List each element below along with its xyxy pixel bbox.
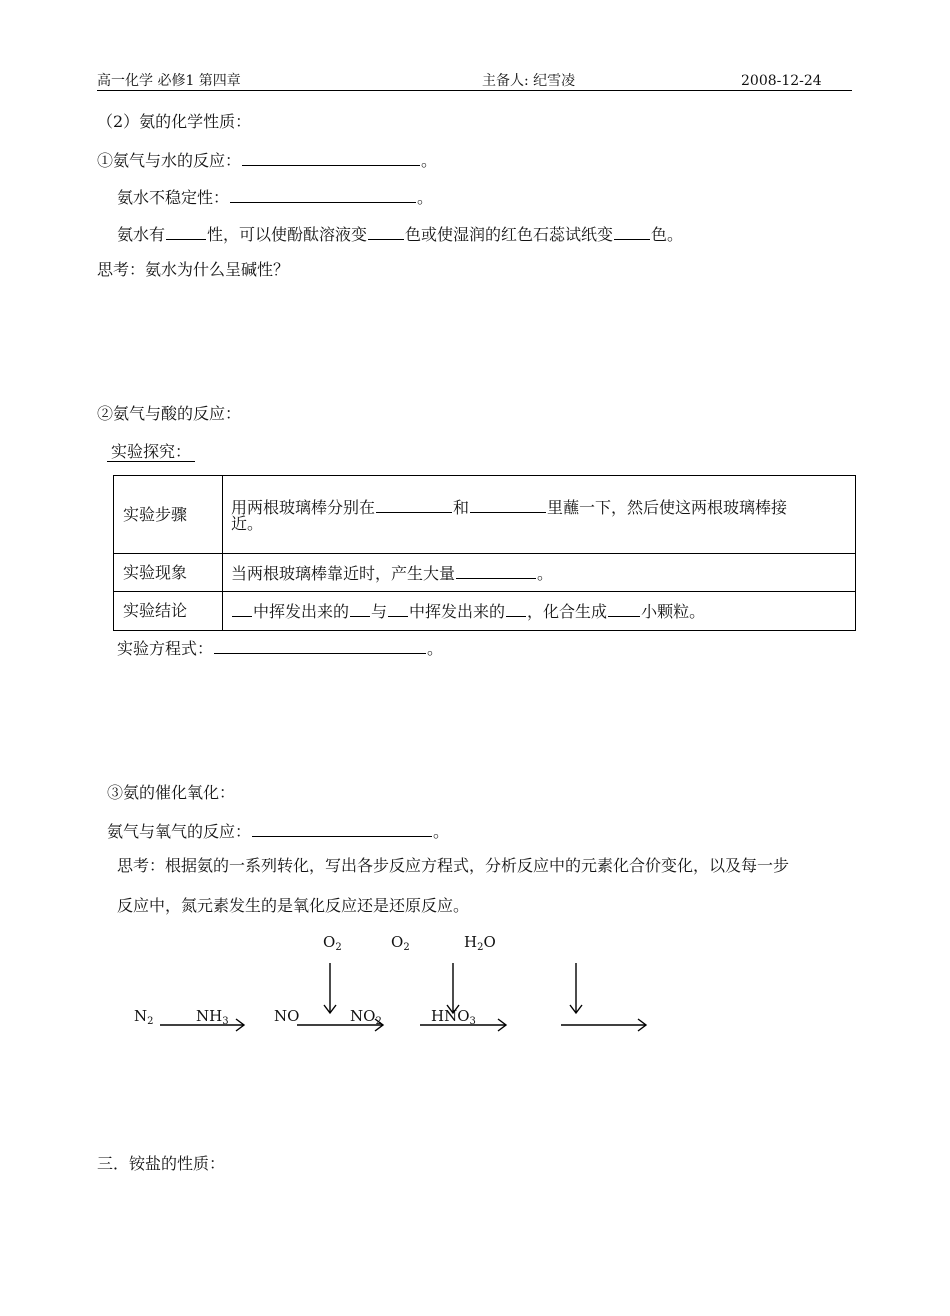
text-segment: 用两根玻璃棒分别在	[231, 497, 376, 517]
answer-blank[interactable]	[350, 602, 370, 617]
text-segment: 中挥发出来的	[253, 602, 350, 621]
table-cell-phenomenon	[223, 554, 856, 592]
flow-reagent-h2o: $H_2O$	[464, 933, 496, 953]
answer-blank[interactable]	[506, 602, 526, 617]
text-segment: 与	[371, 602, 388, 621]
question-ammonia-stability	[117, 188, 433, 206]
flow-reagent-o2-2: $O_2$	[391, 933, 410, 953]
table-row	[114, 592, 856, 631]
question-ammonia-water-reaction	[97, 151, 437, 169]
item-title-catalytic-oxidation: ③氨的催化氧化：	[107, 783, 236, 802]
header-rule	[97, 90, 852, 91]
experiment-explore-label: 实验探究：	[107, 444, 195, 462]
arrow-head	[498, 1019, 506, 1031]
answer-blank[interactable]	[232, 602, 252, 617]
flow-species-no: NO	[274, 1007, 300, 1025]
question-ammonia-basicity	[117, 225, 683, 243]
question-label: 实验方程式：	[117, 639, 214, 658]
experiment-equation	[117, 639, 443, 657]
arrow-head	[570, 1005, 582, 1013]
arrow-head	[236, 1019, 244, 1031]
answer-blank[interactable]	[242, 151, 420, 166]
flow-reagent-o2-1: $O_2$	[323, 933, 342, 953]
experiment-table	[113, 475, 856, 631]
answer-blank[interactable]	[614, 225, 650, 240]
text-segment: 当两根玻璃棒靠近时，产生大量	[231, 563, 456, 583]
answer-blank[interactable]	[456, 564, 536, 579]
question-label: ①氨气与水的反应：	[97, 151, 242, 170]
end-mark: 。	[417, 188, 434, 207]
think-question-basicity: 思考：氨水为什么呈碱性？	[97, 260, 290, 279]
flow-species-hno3: $HNO_3$	[431, 1007, 476, 1027]
text-segment: 性，可以使酚酞溶液变	[207, 225, 368, 244]
answer-blank[interactable]	[608, 602, 640, 617]
text-segment: 和	[453, 497, 470, 517]
think-question-line-1: 思考：根据氨的一系列转化，写出各步反应方程式，分析反应中的元素化合价变化，以及每一步	[117, 856, 790, 875]
table-label-phenomenon: 实验现象	[114, 554, 223, 592]
answer-blank[interactable]	[230, 188, 416, 203]
section-title-ammonium-salts: 三．铵盐的性质：	[97, 1154, 226, 1173]
text-segment: 氨水有	[117, 225, 166, 244]
flow-species-no2: $NO_2$	[350, 1007, 382, 1027]
section-title-chemical-properties: （2）氨的化学性质：	[97, 112, 252, 131]
end-mark: 。	[433, 822, 450, 841]
question-ammonia-oxygen-reaction	[107, 822, 449, 840]
table-cell-steps	[223, 476, 856, 554]
arrow-head	[638, 1019, 646, 1031]
table-cell-conclusion	[223, 592, 856, 631]
text-segment: 。	[537, 563, 554, 583]
answer-blank[interactable]	[368, 225, 404, 240]
arrow-head	[324, 1005, 336, 1013]
text-segment: 色。	[651, 225, 684, 244]
flow-species-nh3: $NH_3$	[196, 1007, 229, 1027]
header-preparer: 主备人: 纪雪凌	[482, 73, 576, 89]
think-question-line-2: 反应中，氮元素发生的是氧化反应还是还原反应。	[117, 896, 470, 915]
answer-blank[interactable]	[388, 602, 408, 617]
table-label-steps: 实验步骤	[114, 476, 223, 554]
answer-blank[interactable]	[214, 639, 426, 654]
header-date: 2008-12-24	[741, 73, 822, 89]
table-label-conclusion: 实验结论	[114, 592, 223, 631]
answer-blank[interactable]	[252, 822, 432, 837]
answer-blank[interactable]	[470, 498, 546, 513]
text-segment: 色或使湿润的红色石蕊试纸变	[405, 225, 614, 244]
text-segment: 里蘸一下，然后使这两根玻璃棒接	[547, 497, 788, 517]
table-row	[114, 554, 856, 592]
text-segment: 近。	[231, 513, 264, 533]
header-course: 高一化学 必修1 第四章	[97, 73, 241, 89]
item-title-ammonia-acid: ②氨气与酸的反应：	[97, 404, 242, 423]
text-segment: ，化合生成	[527, 602, 608, 621]
text-segment: 中挥发出来的	[409, 602, 506, 621]
text-segment: 小颗粒。	[641, 602, 706, 621]
end-mark: 。	[427, 639, 444, 658]
question-label: 氨水不稳定性：	[117, 188, 230, 207]
answer-blank[interactable]	[166, 225, 206, 240]
question-label: 氨气与氧气的反应：	[107, 822, 252, 841]
answer-blank[interactable]	[376, 498, 452, 513]
end-mark: 。	[421, 151, 438, 170]
flow-species-n2: $N_2$	[134, 1007, 154, 1027]
table-row	[114, 476, 856, 554]
